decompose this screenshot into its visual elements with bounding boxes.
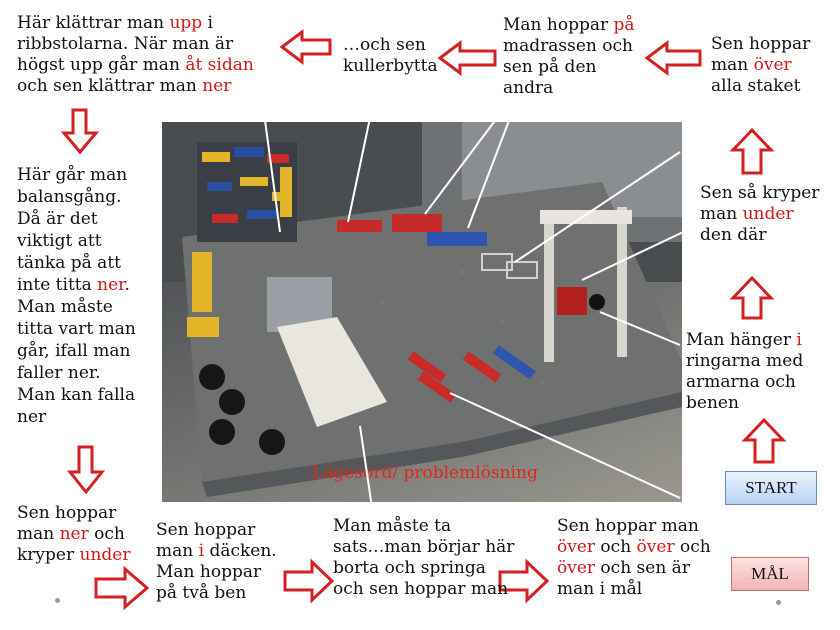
text-run-up: Man måste ta sats…man börjar här borta och springa och sen hoppar man <box>333 516 515 599</box>
text-jump-in-tires: Sen hoppar man i däcken. Man hoppar på två ben <box>156 520 277 603</box>
arrow-down-1 <box>64 110 96 152</box>
arrow-left-2 <box>440 43 495 73</box>
arrow-right-1 <box>96 569 147 607</box>
start-button[interactable]: START <box>725 471 817 505</box>
arrow-down-2 <box>70 447 102 492</box>
bullet-dot-right <box>776 600 781 605</box>
pointer-lines <box>262 80 698 528</box>
arrow-up-1 <box>733 130 771 173</box>
text-hang-in-rings: Man hänger i ringarna med armarna och benen <box>686 330 804 413</box>
arrow-left-3 <box>647 43 700 73</box>
arrow-up-2 <box>733 278 771 318</box>
text-balance-beam: Här går man balansgång. Då är det viktigt att tänka på att inte titta ner. Man måste titta vart man går, ifall man faller ner. Man kan falla ner <box>17 165 136 427</box>
arrow-right-2 <box>285 562 332 600</box>
goal-button[interactable]: MÅL <box>731 557 809 591</box>
text-jump-on-mat: Man hoppar på madrassen och sen på den andra <box>503 15 635 98</box>
photo-caption: Lägesord/ problemlösning <box>312 463 538 483</box>
text-jump-over-fences: Sen hoppar man över alla staket <box>711 34 811 96</box>
bullet-dot-left <box>55 598 60 603</box>
text-somersault: …och sen kullerbytta <box>343 35 438 76</box>
text-crawl-under: Sen så kryper man under den där <box>700 183 820 245</box>
text-climb-wall-bars: Här klättrar man upp i ribbstolarna. När man är högst upp går man åt sidan och sen klättrar man ner <box>17 13 254 96</box>
arrow-left-1 <box>282 32 330 62</box>
text-finish: Sen hoppar man över och över och över och sen är man i mål <box>557 516 711 599</box>
text-jump-down-crawl: Sen hoppar man ner och kryper under <box>17 503 131 565</box>
arrow-up-3 <box>745 420 783 462</box>
